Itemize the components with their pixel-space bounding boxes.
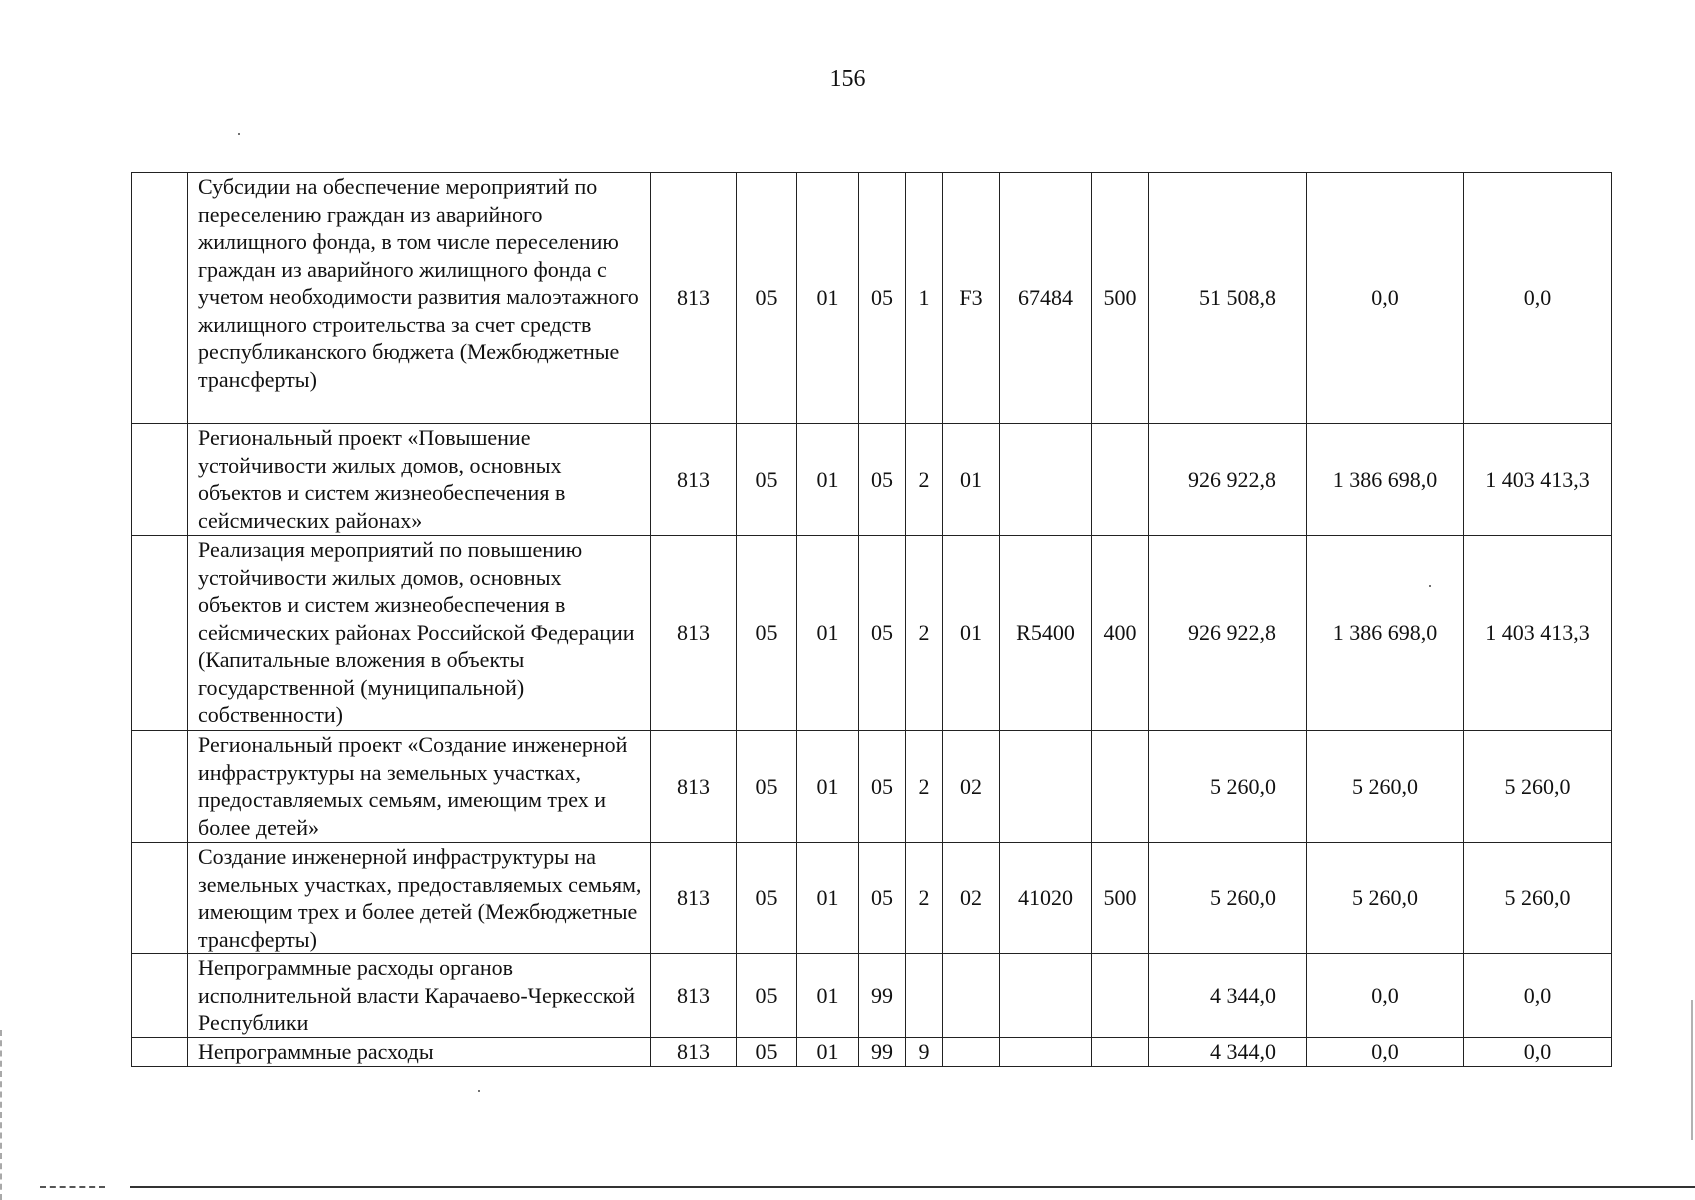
ministry-code: 813 [651,424,737,536]
amount-year-3: 5 260,0 [1464,843,1612,954]
program-code: 99 [859,1038,906,1067]
expense-type-code [1092,731,1149,843]
amount-year-3: 5 260,0 [1464,731,1612,843]
expense-type-code [1092,1038,1149,1067]
amount-year-2: 5 260,0 [1307,731,1464,843]
row-description: Создание инженерной инфраструктуры на земельных участках, предоставляемых семьям, имеющим трех и более детей (Межбюджетные трансферты) [188,843,651,954]
row-number-cell [132,1038,188,1067]
amount-year-1: 4 344,0 [1149,1038,1307,1067]
scan-bottom-rule [130,1186,1695,1188]
program-code: 99 [859,954,906,1038]
direction-code [1000,731,1092,843]
row-description: Непрограммные расходы [188,1038,651,1067]
row-description: Непрограммные расходы органов исполнительной власти Карачаево-Черкесской Республики [188,954,651,1038]
amount-year-2: 0,0 [1307,954,1464,1038]
section-code: 05 [737,1038,797,1067]
row-description: Региональный проект «Создание инженерной инфраструктуры на земельных участках, предоставляемых семьям, имеющим трех и более детей» [188,731,651,843]
section-code: 05 [737,731,797,843]
amount-year-2: 0,0 [1307,173,1464,424]
direction-code [1000,1038,1092,1067]
program-code: 05 [859,424,906,536]
ministry-code: 813 [651,1038,737,1067]
expense-type-code: 500 [1092,173,1149,424]
subprogram-code: 2 [906,424,943,536]
direction-code [1000,424,1092,536]
subprogram-code: 2 [906,843,943,954]
amount-year-2: 5 260,0 [1307,843,1464,954]
program-code: 05 [859,731,906,843]
scan-speck [238,133,240,135]
table-row [132,731,1612,843]
subsection-code: 01 [797,1038,859,1067]
ministry-code: 813 [651,731,737,843]
project-code: 02 [943,843,1000,954]
amount-year-2: 0,0 [1307,1038,1464,1067]
subsection-code: 01 [797,731,859,843]
amount-year-1: 5 260,0 [1149,731,1307,843]
table-row [132,843,1612,954]
table-row [132,536,1612,731]
project-code [943,1038,1000,1067]
row-description: Субсидии на обеспечение мероприятий по переселению граждан из аварийного жилищного фонда, в том числе переселению граждан из аварийного жилищного фонда с учетом необходимости развития малоэтажного жилищного строительства за счет средств республиканского бюджета (Межбюджетные трансферты) [188,173,651,424]
row-number-cell [132,843,188,954]
program-code: 05 [859,843,906,954]
amount-year-1: 926 922,8 [1149,536,1307,731]
subprogram-code: 9 [906,1038,943,1067]
scan-bottom-dash [40,1186,105,1188]
expense-type-code [1092,424,1149,536]
project-code: 01 [943,424,1000,536]
amount-year-3: 0,0 [1464,954,1612,1038]
row-number-cell [132,424,188,536]
project-code [943,954,1000,1038]
section-code: 05 [737,954,797,1038]
row-number-cell [132,173,188,424]
direction-code: 41020 [1000,843,1092,954]
section-code: 05 [737,843,797,954]
scan-edge-right [1691,1000,1695,1140]
ministry-code: 813 [651,173,737,424]
amount-year-2: 1 386 698,0 [1307,424,1464,536]
row-number-cell [132,954,188,1038]
amount-year-1: 926 922,8 [1149,424,1307,536]
project-code: 02 [943,731,1000,843]
ministry-code: 813 [651,843,737,954]
row-number-cell [132,731,188,843]
scan-edge-left [0,1030,4,1200]
amount-year-3: 0,0 [1464,173,1612,424]
ministry-code: 813 [651,954,737,1038]
direction-code [1000,954,1092,1038]
subsection-code: 01 [797,424,859,536]
subprogram-code [906,954,943,1038]
row-description: Региональный проект «Повышение устойчивости жилых домов, основных объектов и систем жизнеобеспечения в сейсмических районах» [188,424,651,536]
budget-table [131,172,1612,1067]
section-code: 05 [737,173,797,424]
project-code: 01 [943,536,1000,731]
amount-year-3: 1 403 413,3 [1464,424,1612,536]
program-code: 05 [859,536,906,731]
ministry-code: 813 [651,536,737,731]
subsection-code: 01 [797,536,859,731]
amount-year-3: 0,0 [1464,1038,1612,1067]
amount-year-1: 51 508,8 [1149,173,1307,424]
table-row [132,1038,1612,1067]
section-code: 05 [737,536,797,731]
row-description: Реализация мероприятий по повышению устойчивости жилых домов, основных объектов и систем жизнеобеспечения в сейсмических районах Российской Федерации (Капитальные вложения в объекты государственной (муниципальной) собственности) [188,536,651,731]
program-code: 05 [859,173,906,424]
amount-year-3: 1 403 413,3 [1464,536,1612,731]
direction-code: R5400 [1000,536,1092,731]
table-row [132,954,1612,1038]
project-code: F3 [943,173,1000,424]
expense-type-code: 400 [1092,536,1149,731]
amount-year-1: 5 260,0 [1149,843,1307,954]
expense-type-code [1092,954,1149,1038]
page-number: 156 [829,66,866,92]
table-row [132,424,1612,536]
scan-speck [478,1090,480,1092]
amount-year-1: 4 344,0 [1149,954,1307,1038]
subprogram-code: 2 [906,536,943,731]
subsection-code: 01 [797,954,859,1038]
table-row [132,173,1612,424]
amount-year-2: 1 386 698,0 [1307,536,1464,731]
subprogram-code: 1 [906,173,943,424]
row-number-cell [132,536,188,731]
subsection-code: 01 [797,843,859,954]
expense-type-code: 500 [1092,843,1149,954]
section-code: 05 [737,424,797,536]
subprogram-code: 2 [906,731,943,843]
subsection-code: 01 [797,173,859,424]
direction-code: 67484 [1000,173,1092,424]
